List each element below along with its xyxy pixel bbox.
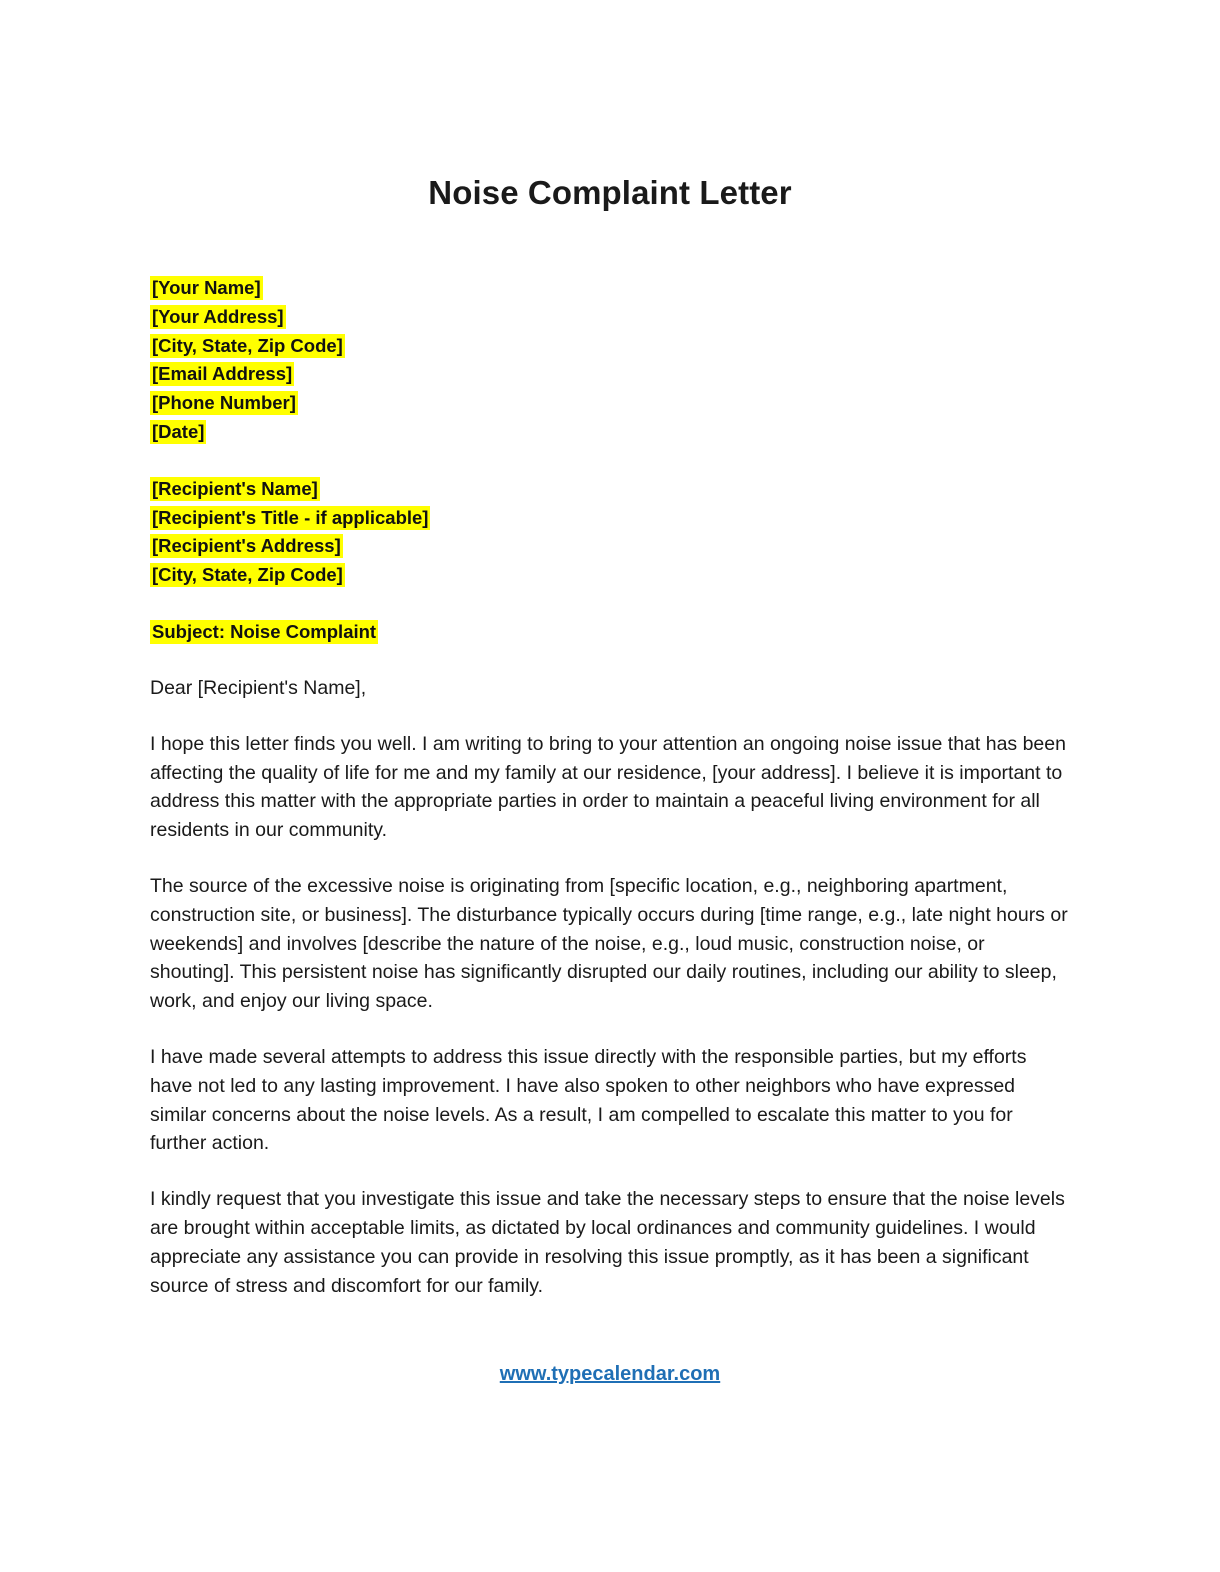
sender-line-date — [150, 418, 1070, 447]
highlight-subject: Subject: Noise Complaint — [152, 620, 377, 642]
recipient-line-name — [150, 475, 1070, 504]
body-paragraph-1: I hope this letter finds you well. I am writing to bring to your attention an ongoing noise issue that has been affecting the quality of life for me and my family at our residence, [your address]. I believe it is important to address this matter with the appropriate parties in order to maintain a peaceful living environment for all residents in our community. — [150, 732, 1066, 842]
sender-address-block — [150, 274, 1070, 447]
sender-line-phone — [150, 389, 1070, 418]
recipient-address-block — [150, 475, 1070, 590]
highlight-recipient-name: [Recipient's Name] — [152, 477, 318, 499]
page-title: Noise Complaint Letter — [428, 174, 792, 212]
highlight-sender-phone: [Phone Number] — [152, 392, 296, 414]
recipient-line-title — [150, 504, 1070, 533]
sender-line-city-state-zip — [150, 332, 1070, 361]
highlight-sender-city-state-zip: [City, State, Zip Code] — [152, 334, 343, 356]
sender-line-name — [150, 274, 1070, 303]
website-link[interactable]: www.typecalendar.com — [499, 1363, 721, 1385]
recipient-line-address — [150, 532, 1070, 561]
highlight-recipient-address: [Recipient's Address] — [152, 535, 341, 557]
footer — [0, 1363, 1220, 1386]
body-paragraph-4: I kindly request that you investigate this issue and take the necessary steps to ensure that the noise levels are brought within acceptable limits, as dictated by local ordinances and community guidelines. I would appreciate any assistance you can provide in resolving this issue promptly, as it has been a significant source of stress and discomfort for our family. — [150, 1188, 1065, 1297]
body-paragraph-2: The source of the excessive noise is originating from [specific location, e.g., neighboring apartment, construction site, or business]. The disturbance typically occurs during [time range, e.g., late night hours or weekends] and involves [describe the nature of the noise, e.g., loud music, construction noise, or shouting]. This persistent noise has significantly disrupted our daily routines, including our ability to sleep, work, and enjoy our living space. — [150, 874, 1068, 1013]
letter-body — [150, 274, 1070, 1320]
highlight-recipient-city-state-zip: [City, State, Zip Code] — [152, 564, 343, 586]
subject-line — [150, 618, 1070, 647]
sender-line-address — [150, 303, 1070, 332]
sender-line-email — [150, 360, 1070, 389]
highlight-sender-date: [Date] — [152, 420, 205, 442]
recipient-line-city-state-zip — [150, 561, 1070, 590]
highlight-sender-email: [Email Address] — [152, 363, 293, 385]
body-paragraph-3: I have made several attempts to address this issue directly with the responsible parties, but my efforts have not led to any lasting improvement. I have also spoken to other neighbors who have expressed similar concerns about the noise levels. As a result, I am compelled to escalate this matter to you for further action. — [150, 1045, 1027, 1155]
spacer-sender-recipient — [150, 447, 1070, 475]
highlight-recipient-title: [Recipient's Title - if applicable] — [152, 506, 429, 528]
highlight-sender-name: [Your Name] — [152, 277, 261, 298]
highlight-sender-address: [Your Address] — [152, 305, 284, 327]
salutation: Dear [Recipient's Name], — [150, 676, 367, 699]
